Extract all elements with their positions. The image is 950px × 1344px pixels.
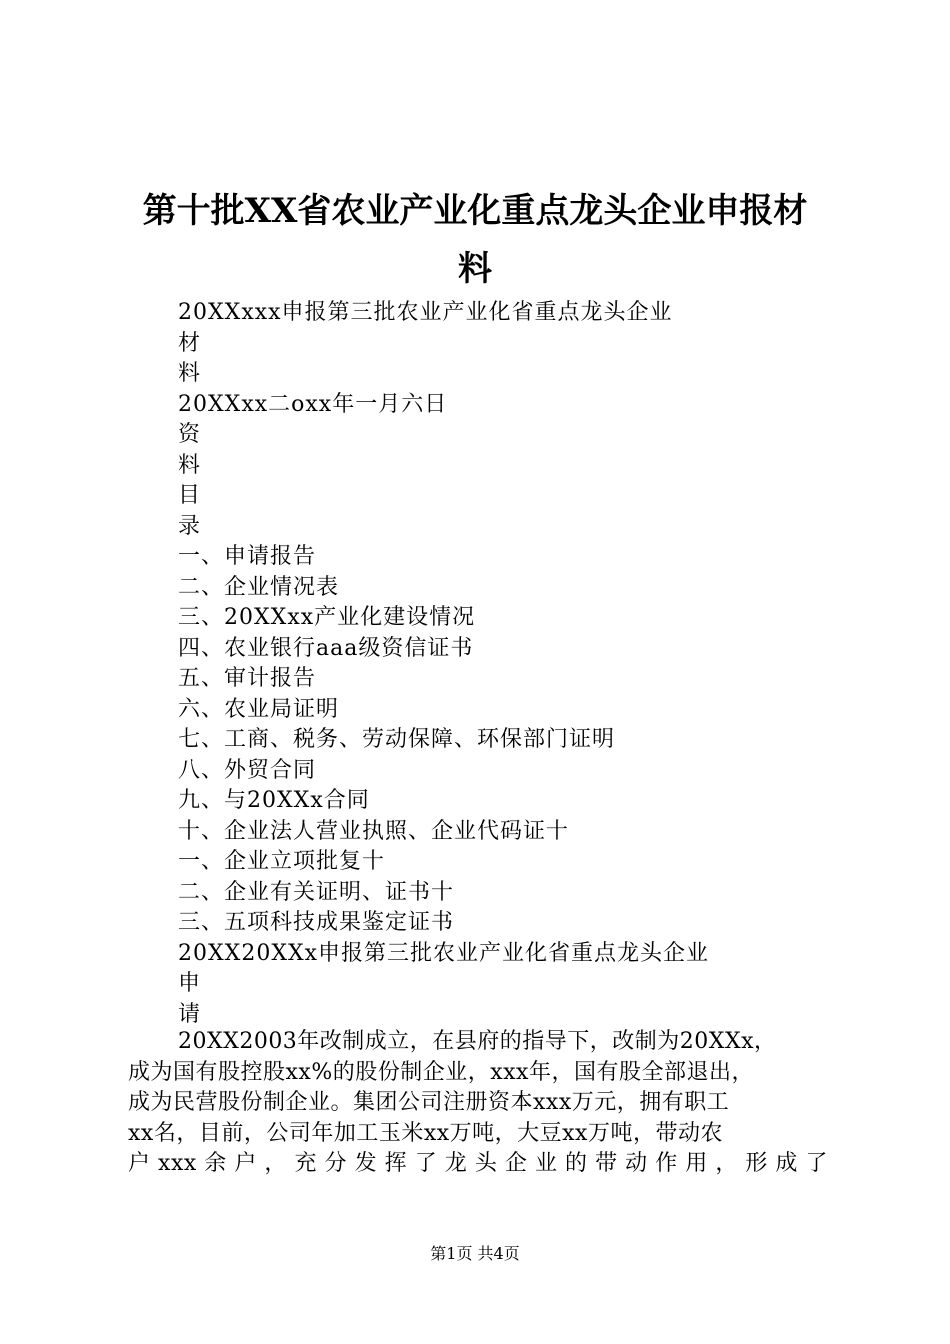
page-footer: 第1页 共4页 bbox=[430, 1244, 520, 1263]
document-line: 20XXxxx申报第三批农业产业化省重点龙头企业 bbox=[178, 300, 673, 325]
paragraph-line: 户 xxx 余 户 ， 充 分 发 挥 了 龙 头 企 业 的 带 动 作 用 ， 形 成 了 bbox=[128, 1151, 828, 1176]
toc-item: 三、五项科技成果鉴定证书 bbox=[178, 910, 455, 935]
document-line: 材 bbox=[178, 330, 202, 356]
paragraph-line: 成为民营股份制企业。集团公司注册资本xxx万元，拥有职工 bbox=[128, 1090, 730, 1115]
toc-item: 五、审计报告 bbox=[178, 666, 317, 691]
toc-item: 九、与20XXx合同 bbox=[178, 788, 370, 813]
toc-item: 六、农业局证明 bbox=[178, 696, 340, 722]
document-line-list bbox=[178, 298, 709, 1030]
paragraph-line: 成为国有股控股xx%的股份制企业，xxx年，国有股全部退出， bbox=[128, 1059, 754, 1085]
toc-item: 二、企业有关证明、证书十 bbox=[178, 879, 455, 905]
toc-item: 一、企业立项批复十 bbox=[178, 849, 386, 874]
toc-item: 十、企业法人营业执照、企业代码证十 bbox=[178, 818, 570, 844]
document-line: 料 bbox=[178, 452, 202, 478]
paragraph-line: 20XX2003年改制成立，在县府的指导下，改制为20XXx， bbox=[178, 1029, 777, 1054]
section-heading-char: 申 bbox=[178, 971, 202, 996]
document-line: 料 bbox=[178, 361, 202, 386]
toc-heading-char: 目 bbox=[178, 483, 202, 508]
document-line: 资 bbox=[178, 422, 202, 447]
document-date: 20XXxx二oxx年一月六日 bbox=[178, 391, 448, 417]
toc-heading-char: 录 bbox=[178, 513, 202, 539]
toc-item: 二、企业情况表 bbox=[178, 574, 340, 600]
toc-item: 四、农业银行aaa级资信证书 bbox=[178, 635, 474, 661]
section-heading: 20XX20XXx申报第三批农业产业化省重点龙头企业 bbox=[178, 940, 710, 966]
toc-item: 八、外贸合同 bbox=[178, 757, 317, 783]
section-heading-char: 请 bbox=[178, 1001, 202, 1027]
document-title-continued: 料 bbox=[458, 249, 492, 289]
document-title: 第十批XX省农业产业化重点龙头企业申报材 bbox=[142, 191, 808, 231]
toc-item: 三、20XXxx产业化建设情况 bbox=[178, 605, 476, 630]
paragraph-line: xx名，目前，公司年加工玉米xx万吨，大豆xx万吨，带动农 bbox=[128, 1120, 723, 1146]
body-paragraph bbox=[128, 1027, 828, 1180]
toc-item: 一、申请报告 bbox=[178, 544, 317, 569]
toc-item: 七、工商、税务、劳动保障、环保部门证明 bbox=[178, 727, 616, 752]
